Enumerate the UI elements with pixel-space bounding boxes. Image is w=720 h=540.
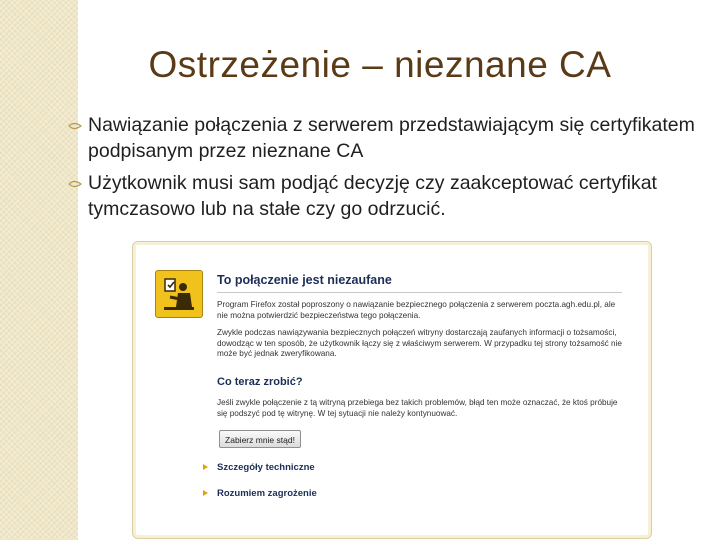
expand-triangle-icon [203, 490, 208, 496]
warning-shield-icon [155, 270, 203, 318]
slide-title: Ostrzeżenie – nieznane CA [148, 44, 612, 85]
get-me-out-button[interactable]: Zabierz mnie stąd! [219, 430, 301, 448]
divider [217, 292, 622, 293]
browser-warning-screenshot [132, 241, 652, 539]
bullet-arrow-icon [68, 120, 82, 132]
bullet-list [62, 112, 712, 228]
warning-paragraph: Jeśli zwykle połączenie z tą witryną przebiega bez takich problemów, błąd ten może oznaczać, że ktoś próbuje się podszyć pod tę witrynę. W tej sytuacji nie należy kontynuować. [217, 398, 618, 418]
warning-paragraph: Program Firefox został poproszony o nawiązanie bezpiecznego połączenia z serwerem poczta.agh.edu.pl, ale nie można potwierdzić bezpieczeństwa tego połączenia. [217, 300, 616, 320]
decorative-side-strip [0, 0, 78, 540]
warning-subheading: Co teraz zrobić? [217, 376, 303, 388]
warning-paragraph: Zwykle podczas nawiązywania bezpiecznych połączeń witryny dostarczają zaufanych informacji o tożsamości, dowodząc w ten sposób, że użytkownik łączy się z właściwym serwerem. W przypadku tej strony tożsamość nie może być jednak zweryfikowana. [217, 328, 622, 358]
technical-details-link[interactable]: Szczegóły techniczne [203, 462, 315, 473]
bullet-text: Nawiązanie połączenia z serwerem przedstawiającym się certyfikatem podpisanym przez nieznane CA [88, 114, 695, 162]
bullet-item [62, 170, 712, 222]
warning-heading: To połączenie jest niezaufane [217, 273, 392, 287]
bullet-arrow-icon [68, 178, 82, 190]
bullet-item [62, 112, 712, 164]
understand-risks-link[interactable]: Rozumiem zagrożenie [203, 488, 317, 499]
bullet-text: Użytkownik musi sam podjąć decyzję czy zaakceptować certyfikat tymczasowo lub na stałe czy go odrzucić. [88, 172, 657, 220]
expand-triangle-icon [203, 464, 208, 470]
